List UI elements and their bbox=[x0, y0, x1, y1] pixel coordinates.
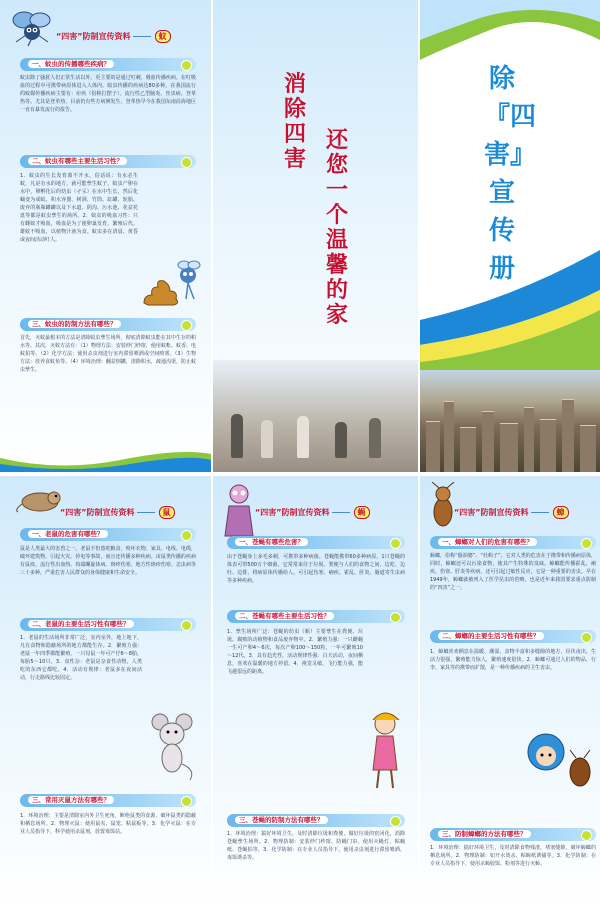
header-tag: 蟑 bbox=[553, 506, 569, 519]
fly-cartoon-icon bbox=[221, 482, 257, 538]
section-title-band bbox=[430, 536, 596, 549]
section-body: 1．环境治理：搞好环境卫生，及时清除食物残渣，堵塞缝隙，破坏蟑螂的栖息场所。2．物理防制：如开水烫杀、粘蟑纸诱捕等。3．化学防制：在专业人员指导下，使用杀蟑胶饵、粉剂等进行灭蟑。 bbox=[430, 845, 596, 867]
exterminator-cartoon-icon bbox=[516, 726, 596, 792]
section-title-band bbox=[20, 528, 196, 541]
workers-photo bbox=[213, 360, 418, 472]
section-title: 二、蟑螂的主要生活习性有哪些？ bbox=[438, 632, 544, 640]
section-body: 1．蟑螂喜欢栖息在温暖、潮湿、食物丰富和多缝隙的地方，昼伏夜出，生活力很强，繁殖能力惊人，繁殖速度很快。2．蟑螂可通过人们的物品、行李、家具等的携带而扩散，是一种传播疾病的卫生害虫。 bbox=[430, 649, 596, 671]
panel-mosquito bbox=[0, 0, 211, 472]
section-header bbox=[454, 506, 569, 519]
wave-decoration bbox=[0, 448, 211, 472]
section-title: 二、苍蝇有哪些主要生活习性？ bbox=[235, 612, 334, 620]
section-title-band bbox=[227, 610, 405, 623]
city-skyline-photo bbox=[420, 370, 600, 472]
section-title: 三、常用灭鼠方法有哪些？ bbox=[28, 796, 114, 804]
header-text: “四害”防制宣传资料 bbox=[454, 508, 529, 517]
section-title: 二、蚊虫有哪些主要生活习性？ bbox=[28, 157, 127, 165]
girl-cartoon-icon bbox=[361, 710, 413, 790]
section-title-band bbox=[20, 318, 196, 331]
section-header bbox=[255, 506, 370, 519]
section-title-band bbox=[20, 618, 196, 631]
rat-cartoon-icon bbox=[14, 484, 66, 514]
slogan-right: 还您一个温馨的家 bbox=[325, 127, 348, 328]
section-title: 一、蚊虫的传播哪些疾病？ bbox=[28, 60, 114, 68]
section-title: 三、苍蝇的防制方法有哪些？ bbox=[235, 816, 328, 824]
section-body: 由于苍蝇身上多毛多刺，可携带多种病菌。苍蝇能携带60多种病原，1只苍蝇的体表可带500万个细菌。它常常来往于垃圾、粪便与人们的食物之间，边吃、边吐、边排，将病原体传播给人。可引起伤寒、痢疾、霍乱、肝炎、肠道寄生虫病等多种疾病。 bbox=[227, 554, 405, 584]
section-body: 首先，灭蚊最根本的方法是清除蚊虫孳生场所，彻底清除蚊虫能在其中生存的积水等。其次，灭蚊方法有：（1）物理方法：安装纱门纱窗，使用蚊帐、蚊香、电蚊拍等。（2）化学方法：使用杀虫剂进行室内滞留喷洒或空间喷雾。（3）生物方法：放养食蚊鱼等。（4）环境治理：翻盆倒罐，清除积水，疏通沟渠，防止蚊虫孳生。 bbox=[20, 335, 196, 373]
section-body: 1．环境治理：搞好环境卫生，及时清除垃圾和粪便，做好垃圾的密闭化，消除苍蝇孳生场所。2．物理防制：安装纱门纱窗、防蝇门帘，使用灭蝇灯、粘蝇纸、苍蝇拍等。3．化学防制：在专业人员指导下，使用杀虫剂进行滞留喷洒、毒饵诱杀等。 bbox=[227, 831, 405, 861]
section-title-band bbox=[20, 794, 196, 807]
section-title: 一、老鼠的危害有哪些？ bbox=[28, 530, 108, 538]
section-title: 二、老鼠的主要生活习性有哪些？ bbox=[28, 620, 134, 628]
section-body: 鼠是人类最大的害兽之一。老鼠不但盗吃粮食，咬坏衣物、家具、电线、电缆，破坏建筑物，引起火灾、停电等事故，而且还传播多种疾病。由鼠类传播的疾病有鼠疫、流行性出血热、钩端螺旋体病、斑疹伤寒、地方性斑疹伤寒、恙虫病等三十多种，严重危害人民群众的身体健康和生命安全。 bbox=[20, 546, 196, 576]
header-text: “四害”防制宣传资料 bbox=[56, 32, 131, 41]
section-title-band bbox=[227, 536, 405, 549]
section-title-band bbox=[430, 828, 596, 841]
section-title: 三、防制蟑螂的方法有哪些？ bbox=[438, 830, 531, 838]
section-body: 蟑螂，俗称“偷油婆”、“灶蚂子”，它对人类的危害在于携带和传播病原体，同时，蟑螂还可以污染食物，使其产生特殊的臭味。蟑螂能传播霍乱、痢疾、伤寒、肝炎等疾病，还可引起过敏性反应，它是一种重要的害虫。早在1949年，蟑螂就被列入了医学昆虫的范畴，也是近年来我国要求重点防制的“四害”之一。 bbox=[430, 553, 596, 591]
panel-fly bbox=[213, 476, 418, 909]
header-tag: 蚊 bbox=[155, 30, 171, 43]
header-tag: 蝇 bbox=[354, 506, 370, 519]
mouse-cartoon-icon bbox=[146, 712, 198, 782]
cover-title: 除『四害』宣传册 bbox=[484, 64, 537, 284]
section-body: 蚊虫除了骚扰人们正常生活以外，更主要的是通过叮刺，吸血传播疾病。在叮吸血的过程中可携带病原体进入人体内。蚊虫传播的疾病达80多种。在我国流行的蚊媒传播疾病主要有：疟疾（俗称打摆子）、流行性乙型脑炎、丝虫病、登革热等。尤其是登革热，目前仍有些方病例发生，登革热早今在我国东南沿海地区一直有暴发流行的报告。 bbox=[20, 75, 196, 113]
mosquito-cartoon-icon bbox=[8, 8, 58, 48]
slogan-left: 消除四害 bbox=[283, 71, 306, 172]
section-title-band bbox=[20, 58, 196, 71]
header-tag: 鼠 bbox=[159, 506, 175, 519]
section-title: 一、蟑螂对人们的危害有哪些？ bbox=[438, 538, 537, 546]
section-body: 1．环境治理：主要是清除室内外卫生死角，断绝鼠类的食源，破坏鼠类的隐蔽和栖息场所。2．物理灭鼠：使用鼠夹、鼠笼、粘鼠板等。3．化学灭鼠：在专业人员指导下，科学使用杀鼠剂，放置毒饵站。 bbox=[20, 813, 196, 835]
section-header bbox=[60, 506, 175, 519]
section-title: 一、苍蝇有哪些危害？ bbox=[235, 538, 308, 546]
section-title: 三、蚊虫的防制方法有哪些？ bbox=[28, 320, 121, 328]
panel-rat bbox=[0, 476, 211, 909]
header-text: “四害”防制宣传资料 bbox=[60, 508, 135, 517]
section-title-band bbox=[430, 630, 596, 643]
panel-cockroach bbox=[420, 476, 600, 909]
section-body: 1．老鼠的生活场所非常广泛，室内室外，地上地下，凡有食物和隐蔽场所的地方都能生存。2．繁殖力强：老鼠一年四季都能繁殖，一只母鼠一年可产仔6～8胎，每胎5～10只。3．食性杂：老鼠是杂食性动物，人类吃的东西它都吃。4．活动有规律：老鼠多在夜间活动，行走路线比较固定。 bbox=[20, 635, 142, 681]
section-title-band bbox=[227, 814, 405, 827]
section-header bbox=[56, 30, 171, 43]
section-body: 1．蚊虫的生长发育离不开水，俗话说：有水必生蚊，凡是有水的地方，就可能孳生蚊子。蚊虫产卵在水中，卵孵化后的幼虫（孑孓）在水中生长，然后化蛹变为成蚊。积水容器、树洞、竹筒、缸罐、轮胎、废弃的瓶瓶罐罐以及下水道、阴沟、污水池、花盆托盘等都是蚊虫孳生的场所。2．蚊虫的吸血习性：只有雌蚊才吸血，吸血是为了使卵巢发育，繁殖后代。雄蚊不吸血，以植物汁液为食。蚊虫多在清晨、黄昏或夜间活动叮人。 bbox=[20, 173, 138, 243]
poop-fly-cartoon-icon bbox=[140, 255, 206, 307]
section-body: 1．孳生场所广泛：苍蝇的幼虫（蛆）主要孳生在粪便、垃圾、腐败的动植物和食品废弃物中。2．繁殖力强：一只雌蝇一生可产卵4～6次，每次产卵100～150粒，一年可繁殖10～12代。3．具有趋光性，活动规律性强：白天活动，夜间栖息，喜欢在温暖的地方停留。4．视觉灵敏，飞行能力强，能飞越很远的距离。 bbox=[227, 629, 363, 675]
header-text: “四害”防制宣传资料 bbox=[255, 508, 330, 517]
section-title-band bbox=[20, 155, 196, 168]
